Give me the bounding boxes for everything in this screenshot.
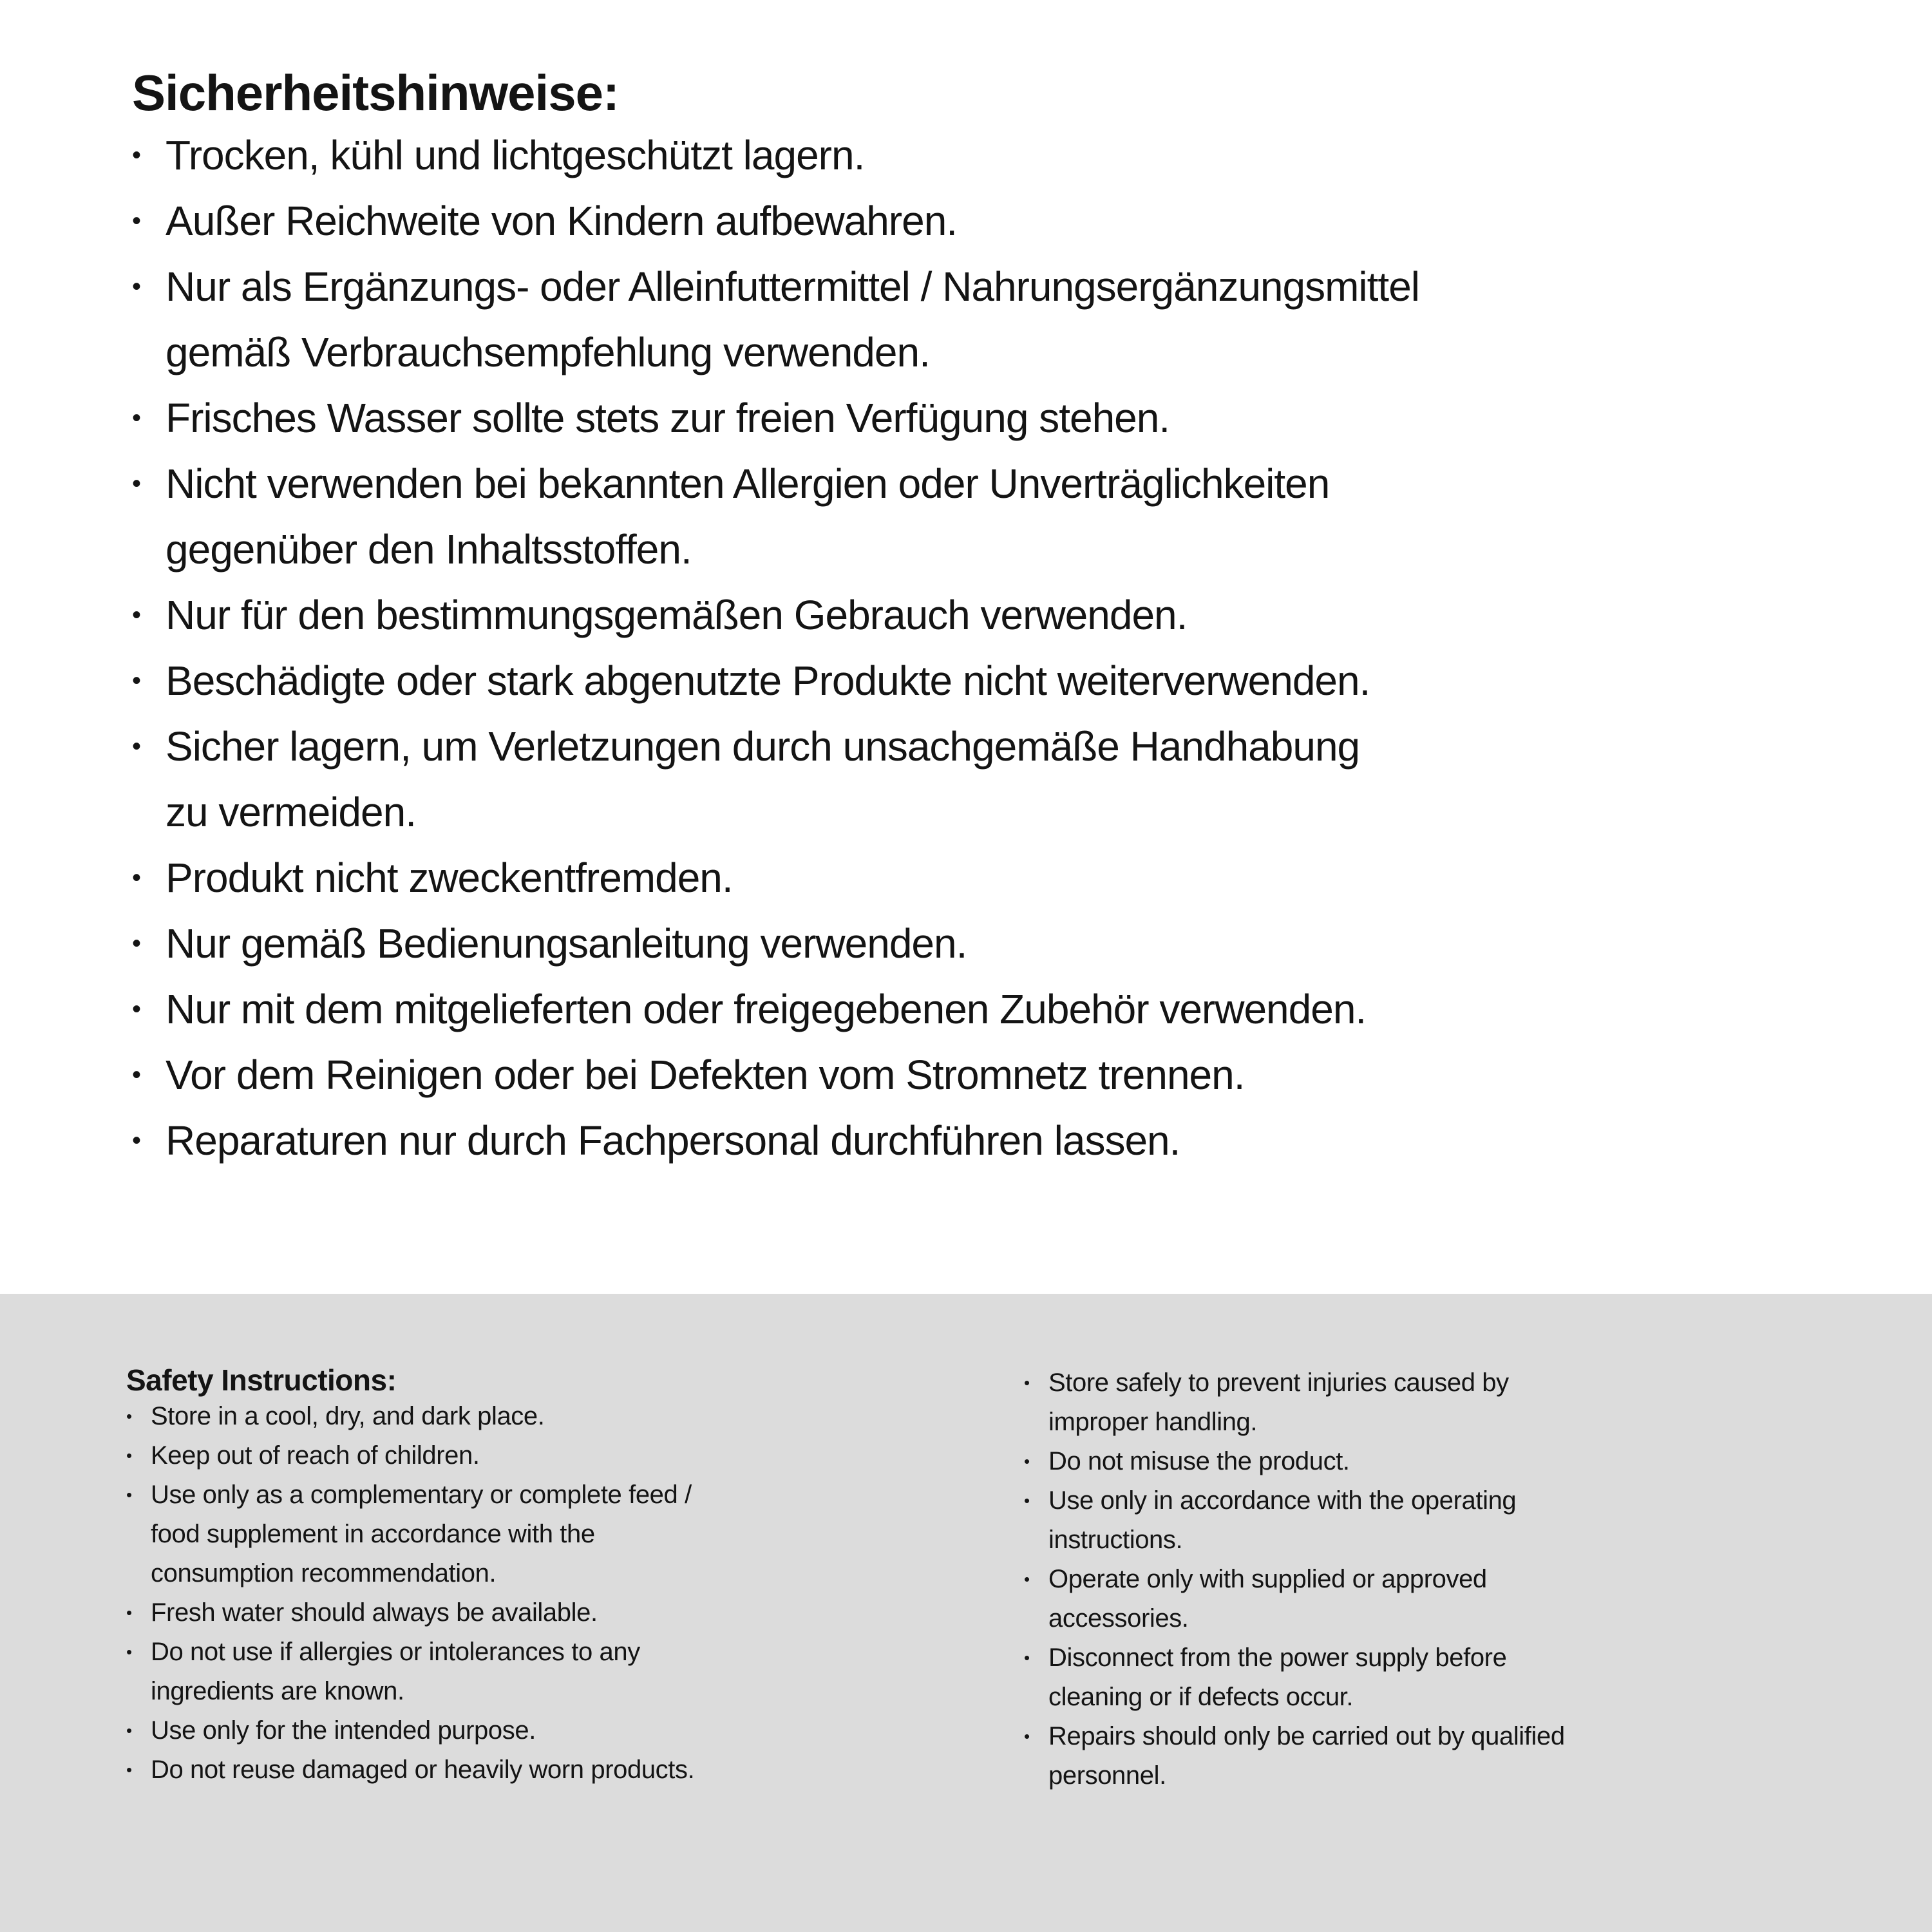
text-line: personnel. (1048, 1761, 1166, 1790)
text-line: Do not use if allergies or intolerances to any (151, 1638, 640, 1666)
list-item-text (166, 714, 1359, 845)
bullet-icon: • (132, 206, 141, 235)
list-item-text (151, 1593, 598, 1633)
english-safety-list-right (1024, 1363, 1861, 1795)
bullet-icon: • (132, 994, 141, 1023)
german-section-title: Sicherheitshinweise: (132, 64, 619, 121)
bullet-icon: • (1024, 1373, 1030, 1392)
text-line: accessories. (1048, 1604, 1189, 1633)
text-line: Store safely to prevent injuries caused by (1048, 1368, 1509, 1397)
bullet-icon: • (132, 403, 141, 432)
list-item-text (151, 1475, 692, 1593)
list-item-text (166, 451, 1329, 582)
list-item (132, 254, 1832, 385)
english-columns (126, 1363, 1861, 1795)
list-item (1024, 1638, 1861, 1717)
list-item-text (1048, 1638, 1506, 1717)
text-line: food supplement in accordance with the (151, 1520, 595, 1548)
list-item (132, 385, 1832, 451)
list-item (132, 582, 1832, 648)
text-line: zu vermeiden. (166, 788, 416, 835)
list-item-text (166, 845, 733, 911)
bullet-icon: • (132, 600, 141, 629)
list-item-text (166, 648, 1370, 714)
list-item (132, 648, 1832, 714)
text-line: ingredients are known. (151, 1677, 404, 1705)
list-item (132, 451, 1832, 582)
english-right-column (1024, 1363, 1861, 1795)
bullet-icon: • (132, 140, 141, 169)
list-item (126, 1750, 1024, 1790)
list-item (132, 976, 1832, 1042)
text-line: Produkt nicht zweckentfremden. (166, 854, 733, 901)
list-item-text (166, 911, 967, 976)
bullet-icon: • (1024, 1727, 1030, 1746)
english-section-title: Safety Instructions: (126, 1363, 397, 1397)
bullet-icon: • (1024, 1569, 1030, 1589)
german-safety-list (132, 122, 1832, 1173)
text-line: cleaning or if defects occur. (1048, 1683, 1354, 1711)
text-line: Reparaturen nur durch Fachpersonal durchführen lassen. (166, 1117, 1180, 1164)
list-item (126, 1711, 1024, 1750)
list-item-text (1048, 1717, 1565, 1795)
text-line: Nur mit dem mitgelieferten oder freigegebenen Zubehör verwenden. (166, 985, 1367, 1032)
text-line: Nur gemäß Bedienungsanleitung verwenden. (166, 920, 967, 967)
bullet-icon: • (1024, 1648, 1030, 1667)
english-safety-list-left (126, 1397, 1024, 1790)
list-item (1024, 1560, 1861, 1638)
list-item-text (1048, 1363, 1509, 1442)
bullet-icon: • (1024, 1452, 1030, 1471)
bullet-icon: • (132, 929, 141, 958)
bullet-icon: • (126, 1760, 132, 1779)
text-line: Use only for the intended purpose. (151, 1716, 536, 1745)
list-item (126, 1475, 1024, 1593)
text-line: Außer Reichweite von Kindern aufbewahren. (166, 197, 958, 244)
bullet-icon: • (126, 1485, 132, 1504)
text-line: Vor dem Reinigen oder bei Defekten vom Stromnetz trennen. (166, 1051, 1245, 1098)
text-line: Beschädigte oder stark abgenutzte Produkte nicht weiterverwenden. (166, 657, 1370, 704)
english-left-column (126, 1363, 1024, 1790)
list-item-text (1048, 1442, 1350, 1481)
list-item (132, 1108, 1832, 1173)
text-line: Do not misuse the product. (1048, 1447, 1350, 1475)
bullet-icon: • (126, 1406, 132, 1426)
list-item (1024, 1442, 1861, 1481)
list-item-text (166, 1042, 1245, 1108)
list-item-text (166, 582, 1187, 648)
text-line: Nur als Ergänzungs- oder Alleinfuttermittel / Nahrungsergänzungsmittel (166, 263, 1419, 310)
list-item-text (151, 1750, 694, 1790)
list-item-text (166, 385, 1170, 451)
list-item (1024, 1481, 1861, 1560)
list-item (132, 714, 1832, 845)
bullet-icon: • (132, 732, 141, 761)
text-line: Fresh water should always be available. (151, 1598, 598, 1627)
bullet-icon: • (132, 469, 141, 498)
list-item-text (151, 1633, 640, 1711)
list-item (132, 122, 1832, 188)
text-line: Store in a cool, dry, and dark place. (151, 1402, 545, 1430)
list-item-text (166, 122, 864, 188)
bullet-icon: • (132, 1126, 141, 1155)
bullet-icon: • (126, 1446, 132, 1465)
text-line: instructions. (1048, 1526, 1183, 1554)
text-line: gemäß Verbrauchsempfehlung verwenden. (166, 328, 930, 375)
list-item (126, 1633, 1024, 1711)
list-item-text (166, 254, 1419, 385)
list-item-text (151, 1711, 536, 1750)
list-item (132, 911, 1832, 976)
text-line: Trocken, kühl und lichtgeschützt lagern. (166, 131, 865, 178)
list-item (126, 1397, 1024, 1436)
text-line: gegenüber den Inhaltsstoffen. (166, 526, 692, 573)
bullet-icon: • (132, 863, 141, 892)
text-line: consumption recommendation. (151, 1559, 497, 1587)
list-item-text (166, 188, 957, 254)
text-line: Nicht verwenden bei bekannten Allergien oder Unverträglichkeiten (166, 460, 1330, 507)
text-line: Sicher lagern, um Verletzungen durch unsachgemäße Handhabung (166, 723, 1360, 770)
list-item (132, 188, 1832, 254)
list-item (1024, 1363, 1861, 1442)
bullet-icon: • (1024, 1491, 1030, 1510)
list-item-text (1048, 1481, 1516, 1560)
list-item-text (166, 1108, 1180, 1173)
list-item-text (1048, 1560, 1487, 1638)
text-line: Operate only with supplied or approved (1048, 1565, 1487, 1593)
list-item-text (151, 1397, 544, 1436)
text-line: Use only in accordance with the operating (1048, 1486, 1517, 1515)
bullet-icon: • (126, 1603, 132, 1622)
text-line: Keep out of reach of children. (151, 1441, 480, 1470)
list-item (132, 1042, 1832, 1108)
bullet-icon: • (132, 666, 141, 695)
list-item (1024, 1717, 1861, 1795)
list-item (132, 845, 1832, 911)
text-line: Disconnect from the power supply before (1048, 1643, 1507, 1672)
bullet-icon: • (132, 272, 141, 301)
bullet-icon: • (126, 1642, 132, 1662)
text-line: Do not reuse damaged or heavily worn products. (151, 1756, 695, 1784)
text-line: improper handling. (1048, 1408, 1258, 1436)
bullet-icon: • (132, 1060, 141, 1089)
text-line: Nur für den bestimmungsgemäßen Gebrauch verwenden. (166, 591, 1188, 638)
list-item (126, 1593, 1024, 1633)
english-safety-section (0, 1294, 1932, 1932)
text-line: Frisches Wasser sollte stets zur freien Verfügung stehen. (166, 394, 1170, 441)
list-item-text (166, 976, 1366, 1042)
text-line: Use only as a complementary or complete feed / (151, 1481, 692, 1509)
text-line: Repairs should only be carried out by qualified (1048, 1722, 1565, 1750)
bullet-icon: • (126, 1721, 132, 1740)
list-item-text (151, 1436, 480, 1475)
list-item (126, 1436, 1024, 1475)
